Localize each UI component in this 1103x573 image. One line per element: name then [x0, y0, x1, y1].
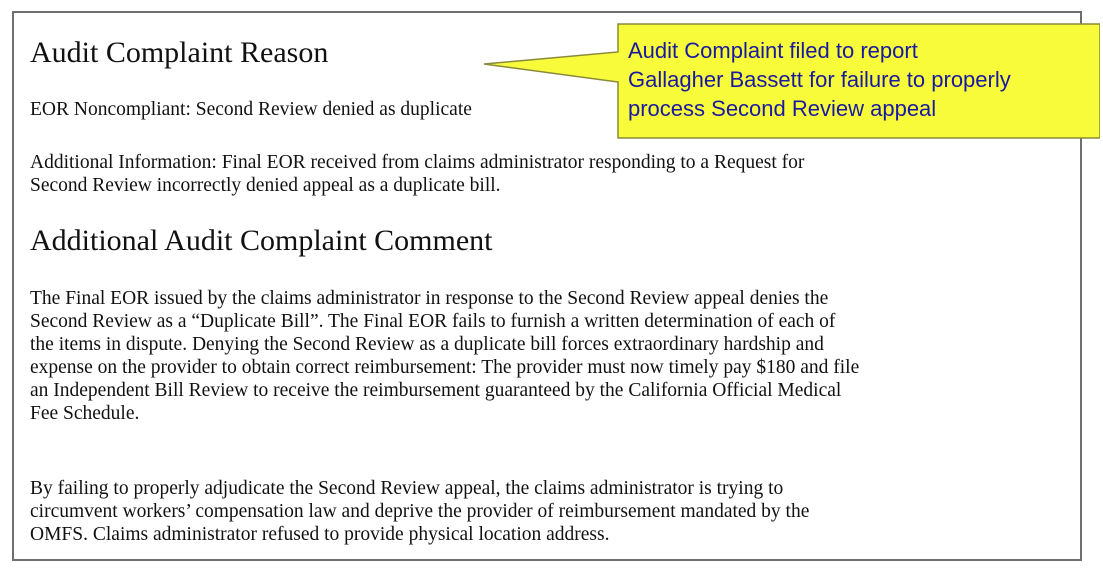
paragraph-line: Second Review incorrectly denied appeal as a duplicate bill. [30, 175, 501, 196]
paragraph-line: Additional Information: Final EOR received from claims administrator responding to a Request for [30, 152, 805, 173]
comment-paragraph-2 [30, 477, 1066, 546]
heading-additional-audit-complaint-comment: Additional Audit Complaint Comment [30, 224, 493, 257]
paragraph-line: an Independent Bill Review to receive the reimbursement guaranteed by the California Official Medical [30, 380, 842, 401]
paragraph-line: Second Review as a “Duplicate Bill”. The Final EOR fails to furnish a written determination of each of [30, 311, 836, 332]
callout-text [628, 36, 1088, 123]
heading-audit-complaint-reason: Audit Complaint Reason [30, 36, 329, 69]
paragraph-line: the items in dispute. Denying the Second Review as a duplicate bill forces extraordinary hardship and [30, 334, 824, 355]
callout-annotation [480, 22, 1100, 142]
paragraph-line: expense on the provider to obtain correct reimbursement: The provider must now timely pay $180 and file [30, 357, 860, 378]
paragraph-line: OMFS. Claims administrator refused to provide physical location address. [30, 524, 610, 545]
paragraph-line: The Final EOR issued by the claims administrator in response to the Second Review appeal denies the [30, 288, 829, 309]
callout-line: Gallagher Bassett for failure to properly [628, 67, 1011, 92]
comment-paragraph-1 [30, 287, 1066, 425]
callout-line: process Second Review appeal [628, 96, 937, 121]
eor-noncompliant-line: EOR Noncompliant: Second Review denied as duplicate [30, 99, 472, 120]
paragraph-line: circumvent workers’ compensation law and deprive the provider of reimbursement mandated by the [30, 501, 810, 522]
callout-line: Audit Complaint filed to report [628, 38, 918, 63]
paragraph-line: By failing to properly adjudicate the Second Review appeal, the claims administrator is trying to [30, 478, 784, 499]
paragraph-line: Fee Schedule. [30, 403, 140, 424]
additional-information-paragraph [30, 151, 1066, 197]
